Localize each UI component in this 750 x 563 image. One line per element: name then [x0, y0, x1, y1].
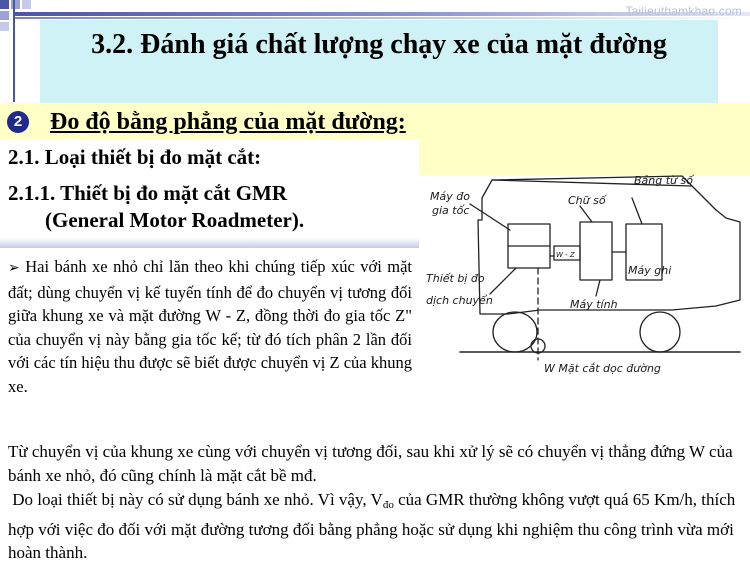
summary-block: [8, 440, 748, 563]
description-text: Hai bánh xe nhỏ chỉ lăn theo khi chúng tiếp xúc với mặt đất; dùng chuyển vị kế tuyến tính để đo chuyển vị tương đối giữa khung xe và mặt đường W - Z, đồng thời đo gia tốc Z" của chuyển vị này bằng gia tốc kế; từ đó tích phân 2 lần đối với các tín hiệu thu được sẽ biết được chuyển vị Z của khung xe.: [8, 257, 413, 396]
vehicle-body: [478, 176, 740, 314]
arrow-bullet-icon: ➢: [8, 260, 20, 276]
label-board: Bảng từ số: [634, 174, 693, 187]
digitizer-box: [580, 222, 612, 280]
description-paragraph: [8, 255, 412, 398]
summary-paragraph-2: [8, 488, 748, 563]
summary-text-b: của GMR thường không vượt quá 65 Km/h, thích hợp với việc đo đối với mặt đường tương đối bằng phẳng hoặc sử dụng khi nghiệm thu công trình vừa mới hoàn thành.: [8, 490, 736, 562]
label-accelerometer-2: gia tốc: [432, 204, 470, 217]
device-title-line2: (General Motor Roadmeter).: [45, 208, 305, 232]
label-recorder: Máy ghi: [628, 264, 672, 277]
summary-paragraph-1: Từ chuyển vị của khung xe cùng với chuyển vị tương đối, sau khi xử lý sẽ có chuyển vị thẳng đứng W của bánh xe nhỏ, đó cũng chính là mặt cắt bề mđ.: [8, 442, 733, 485]
label-digitizer: Chữ số: [568, 194, 606, 207]
label-accelerometer-1: Máy đo: [430, 190, 470, 203]
gmr-schematic-diagram: [420, 160, 750, 390]
slide-title: 3.2. Đánh giá chất lượng chạy xe của mặt đường: [91, 29, 667, 60]
label-road-profile: W Mặt cắt dọc đường: [544, 362, 661, 375]
label-computer: Máy tính: [570, 298, 618, 311]
site-watermark: Tailieuthamkhao.com: [625, 4, 742, 18]
section-heading: Đo độ bằng phẳng của mặt đường:: [50, 109, 406, 135]
label-wz: W - Z: [556, 251, 575, 259]
summary-text-a: Do loại thiết bị này có sử dụng bánh xe nhỏ. Vì vậy, V: [12, 490, 383, 509]
label-displacement-2: dịch chuyển: [426, 294, 493, 307]
label-displacement-1: Thiết bị đo: [426, 272, 485, 285]
subsection-title: 2.1. Loại thiết bị đo mặt cắt:: [8, 145, 262, 169]
device-title-line1: 2.1.1. Thiết bị đo mặt cắt GMR: [8, 181, 288, 205]
subsection-divider: [0, 238, 419, 248]
velocity-subscript: đo: [382, 499, 394, 511]
rear-wheel: [640, 312, 680, 352]
left-accent-line: [13, 0, 15, 102]
numbered-bullet-icon: 2: [7, 111, 29, 133]
